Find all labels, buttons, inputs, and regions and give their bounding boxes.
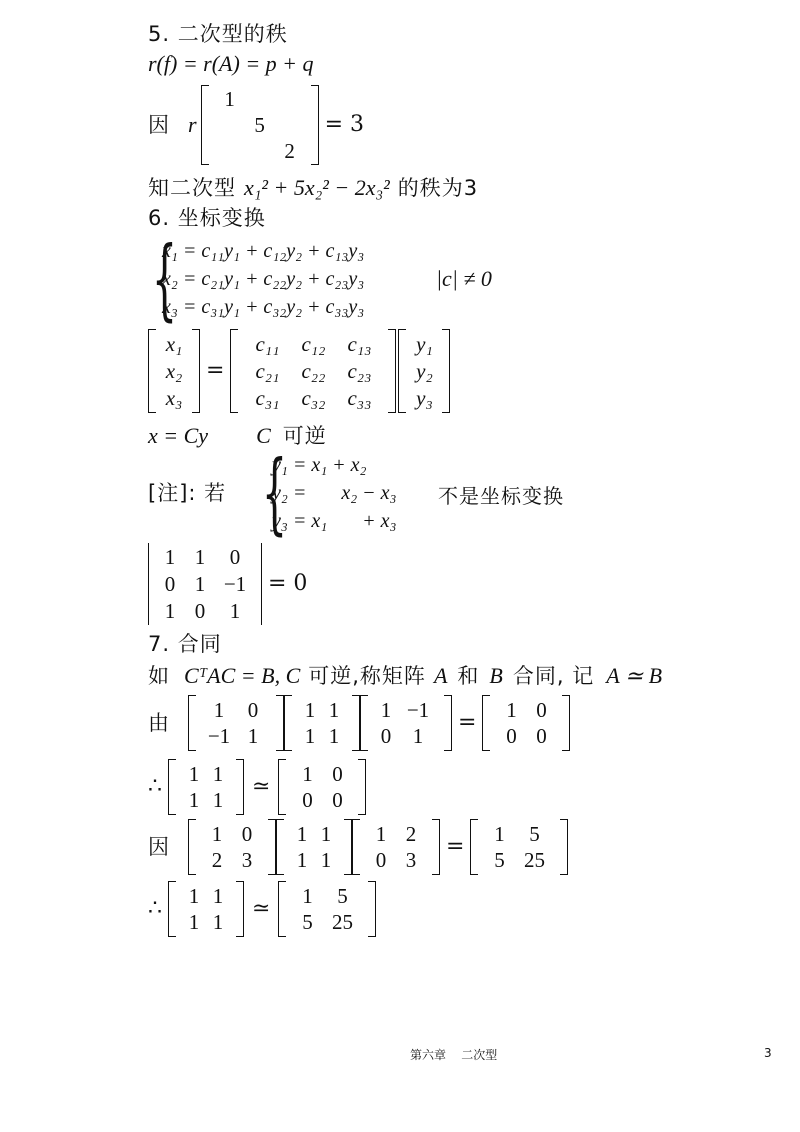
rank-equals: = 3 (324, 112, 364, 137)
matrix-entry: 0 (506, 724, 517, 748)
matrix-entry: 2 (211, 848, 223, 872)
determinant-example (148, 542, 307, 626)
det-entry: 1 (229, 599, 241, 623)
c-entry: c₁₁ (255, 332, 280, 356)
congruence-definition (148, 664, 662, 688)
x-vec-1: x₁ (165, 332, 183, 356)
section-7-heading: 7. 合同 (148, 632, 222, 656)
ex2-matrix-2 (276, 819, 352, 875)
c-entry: c₁₃ (347, 332, 372, 356)
matrix-entry: 1 (380, 698, 392, 722)
matrix-entry: 0 (536, 724, 547, 748)
diag-entry-1: 1 (224, 87, 235, 111)
c-entry: c₃₂ (301, 386, 326, 410)
ex1-matrix-2 (284, 695, 360, 751)
def-a: A (433, 663, 448, 688)
conclusion-2 (148, 880, 376, 938)
c-letter: C (256, 423, 271, 448)
not-transform-label: 不是坐标变换 (438, 484, 564, 508)
matrix-entry: 1 (212, 762, 224, 786)
y-vec-1: y₁ (416, 332, 433, 356)
page-number: 3 (764, 1046, 772, 1060)
determinant-condition: |c| ≠ 0 (436, 266, 492, 291)
note-eq-2: y₂ = x₂ − x₃ (272, 482, 397, 504)
det-entry: 0 (229, 545, 241, 569)
rank-r: r (188, 112, 197, 137)
c-entry: c₁₂ (301, 332, 326, 356)
congruent-symbol: ≃ (252, 896, 271, 921)
quadratic-form: x₁² + 5x₂² − 2x₃² (244, 175, 390, 200)
matrix-entry: 1 (302, 762, 313, 786)
c-matrix (230, 329, 396, 413)
matrix-entry: 0 (380, 724, 392, 748)
matrix-entry: 1 (212, 910, 224, 934)
matrix-entry: 5 (529, 822, 540, 846)
c-entry: c₂₂ (301, 359, 326, 383)
note-eq-3: y₃ = x₁ + x₃ (272, 510, 397, 532)
left-brace: { (151, 227, 178, 330)
det-equals-zero: = 0 (268, 571, 308, 596)
ex2-result (470, 819, 568, 875)
note-eq-1: y₁ = x₁ + x₂ (272, 454, 367, 476)
because-label: 因 (148, 113, 170, 137)
y-vec-3: y₃ (416, 386, 433, 410)
note-block (148, 441, 397, 544)
matrix-entry: 5 (337, 884, 348, 908)
matrix-entry: 1 (304, 698, 316, 722)
ex1-matrix-1 (188, 695, 284, 751)
c-entry: c₃₃ (347, 386, 372, 410)
def-congruent: A ≃ B (606, 663, 663, 688)
matrix-entry: 0 (375, 848, 387, 872)
system-eq-1: x₁ = c₁₁y₁ + c₁₂y₂ + c₁₃y₃ (162, 240, 365, 262)
equals-sign: = (206, 358, 225, 383)
matrix-entry: 1 (188, 910, 200, 934)
invertible-label: 可逆 (282, 424, 327, 448)
matrix-entry: 1 (188, 762, 200, 786)
system-eq-2: x₂ = c₂₁y₁ + c₂₂y₂ + c₂₃y₃ (162, 268, 365, 290)
example-1 (148, 694, 570, 752)
c-entry: c₂₃ (347, 359, 372, 383)
ones-matrix-2 (168, 881, 244, 937)
from-label: 由 (148, 711, 170, 735)
matrix-entry: 1 (412, 724, 424, 748)
matrix-entry: 1 (320, 822, 332, 846)
ex2-matrix-1 (188, 819, 276, 875)
matrix-entry: 1 (247, 724, 259, 748)
c-entry: c₃₁ (255, 386, 280, 410)
matrix-entry: 1 (296, 848, 308, 872)
matrix-entry: 1 (320, 848, 332, 872)
det-entry: 1 (194, 572, 206, 596)
matrix-entry: 2 (405, 822, 417, 846)
ex1-matrix-3 (360, 695, 452, 751)
det-entry: 0 (194, 599, 206, 623)
matrix-entry: 0 (332, 788, 343, 812)
conclusion-1 (148, 758, 366, 816)
example-2 (148, 818, 568, 876)
diagonal-matrix (201, 85, 319, 165)
matrix-equation (148, 328, 450, 414)
matrix-form: x = Cy (148, 423, 209, 448)
rank-example (148, 84, 364, 166)
matrix-entry: 1 (506, 698, 517, 722)
diag-entry-2: 5 (254, 113, 265, 137)
def-mid: 可逆,称矩阵 (308, 664, 426, 688)
matrix-entry: 0 (247, 698, 259, 722)
x-vector (148, 329, 200, 413)
matrix-entry: 25 (331, 910, 353, 934)
det-entry: 1 (164, 545, 176, 569)
footer-chapter: 第六章 二次型 (410, 1048, 498, 1062)
matrix-entry: 1 (328, 698, 340, 722)
det-entry: 0 (164, 572, 176, 596)
y-vec-2: y₂ (416, 359, 433, 383)
rank-conclusion (148, 176, 478, 200)
def-and: 和 (457, 664, 480, 688)
matrix-entry: 1 (212, 788, 224, 812)
matrix-entry: −1 (207, 724, 231, 748)
matrix-entry: 3 (405, 848, 417, 872)
matrix-entry: 3 (241, 848, 253, 872)
matrix-entry: 1 (212, 884, 224, 908)
ex1-result (482, 695, 570, 751)
matrix-entry: 1 (213, 698, 225, 722)
left-brace: { (261, 441, 288, 544)
matrix-entry: −1 (406, 698, 430, 722)
det-entry: −1 (223, 572, 247, 596)
matrix-entry: 0 (241, 822, 253, 846)
matrix-entry: 1 (328, 724, 340, 748)
matrix-entry: 0 (332, 762, 343, 786)
system-eq-3: x₃ = c₃₁y₁ + c₃₂y₂ + c₃₃y₃ (162, 296, 365, 318)
matrix-entry: 5 (494, 848, 505, 872)
equals-sign: = (446, 834, 465, 859)
x-vec-2: x₂ (165, 359, 183, 383)
therefore-symbol: ∴ (148, 774, 162, 799)
congruent-symbol: ≃ (252, 774, 271, 799)
matrix-entry: 25 (523, 848, 545, 872)
matrix-entry: 1 (302, 884, 313, 908)
matrix-form-line (148, 424, 327, 448)
matrix-entry: 1 (494, 822, 505, 846)
equals-sign: = (458, 710, 477, 735)
therefore-symbol: ∴ (148, 896, 162, 921)
transform-system (148, 227, 365, 330)
ones-matrix (168, 759, 244, 815)
because-label-2: 因 (148, 835, 170, 859)
det-entry: 1 (164, 599, 176, 623)
know-label: 知二次型 (148, 176, 236, 200)
ex2-matrix-3 (352, 819, 440, 875)
matrix-entry: 1 (188, 788, 200, 812)
matrix-entry: 0 (536, 698, 547, 722)
section-5-heading: 5. 二次型的秩 (148, 22, 288, 46)
matrix-entry: 5 (302, 910, 313, 934)
section-6-heading: 6. 坐标变换 (148, 206, 266, 230)
def-b: B (489, 663, 503, 688)
def-suffix: 合同, 记 (512, 664, 595, 688)
matrix-entry: 1 (188, 884, 200, 908)
matrix-entry: 0 (302, 788, 313, 812)
rank-formula: r(f) = r(A) = p + q (148, 51, 314, 76)
rank-is-label: 的秩为3 (397, 176, 479, 200)
diag-entry-3: 2 (284, 139, 295, 163)
def-equation: CᵀAC = B, C (184, 663, 301, 688)
c-entry: c₂₁ (255, 359, 280, 383)
det-entry: 1 (194, 545, 206, 569)
matrix-entry: 1 (296, 822, 308, 846)
matrix-entry: 1 (304, 724, 316, 748)
conclusion-2-result (278, 881, 376, 937)
note-label: [注]: 若 (148, 481, 227, 505)
x-vec-3: x₃ (165, 386, 183, 410)
def-prefix: 如 (148, 664, 170, 688)
determinant-matrix (148, 543, 262, 625)
conclusion-1-result (278, 759, 366, 815)
matrix-entry: 1 (211, 822, 223, 846)
y-vector (398, 329, 450, 413)
matrix-entry: 1 (375, 822, 387, 846)
